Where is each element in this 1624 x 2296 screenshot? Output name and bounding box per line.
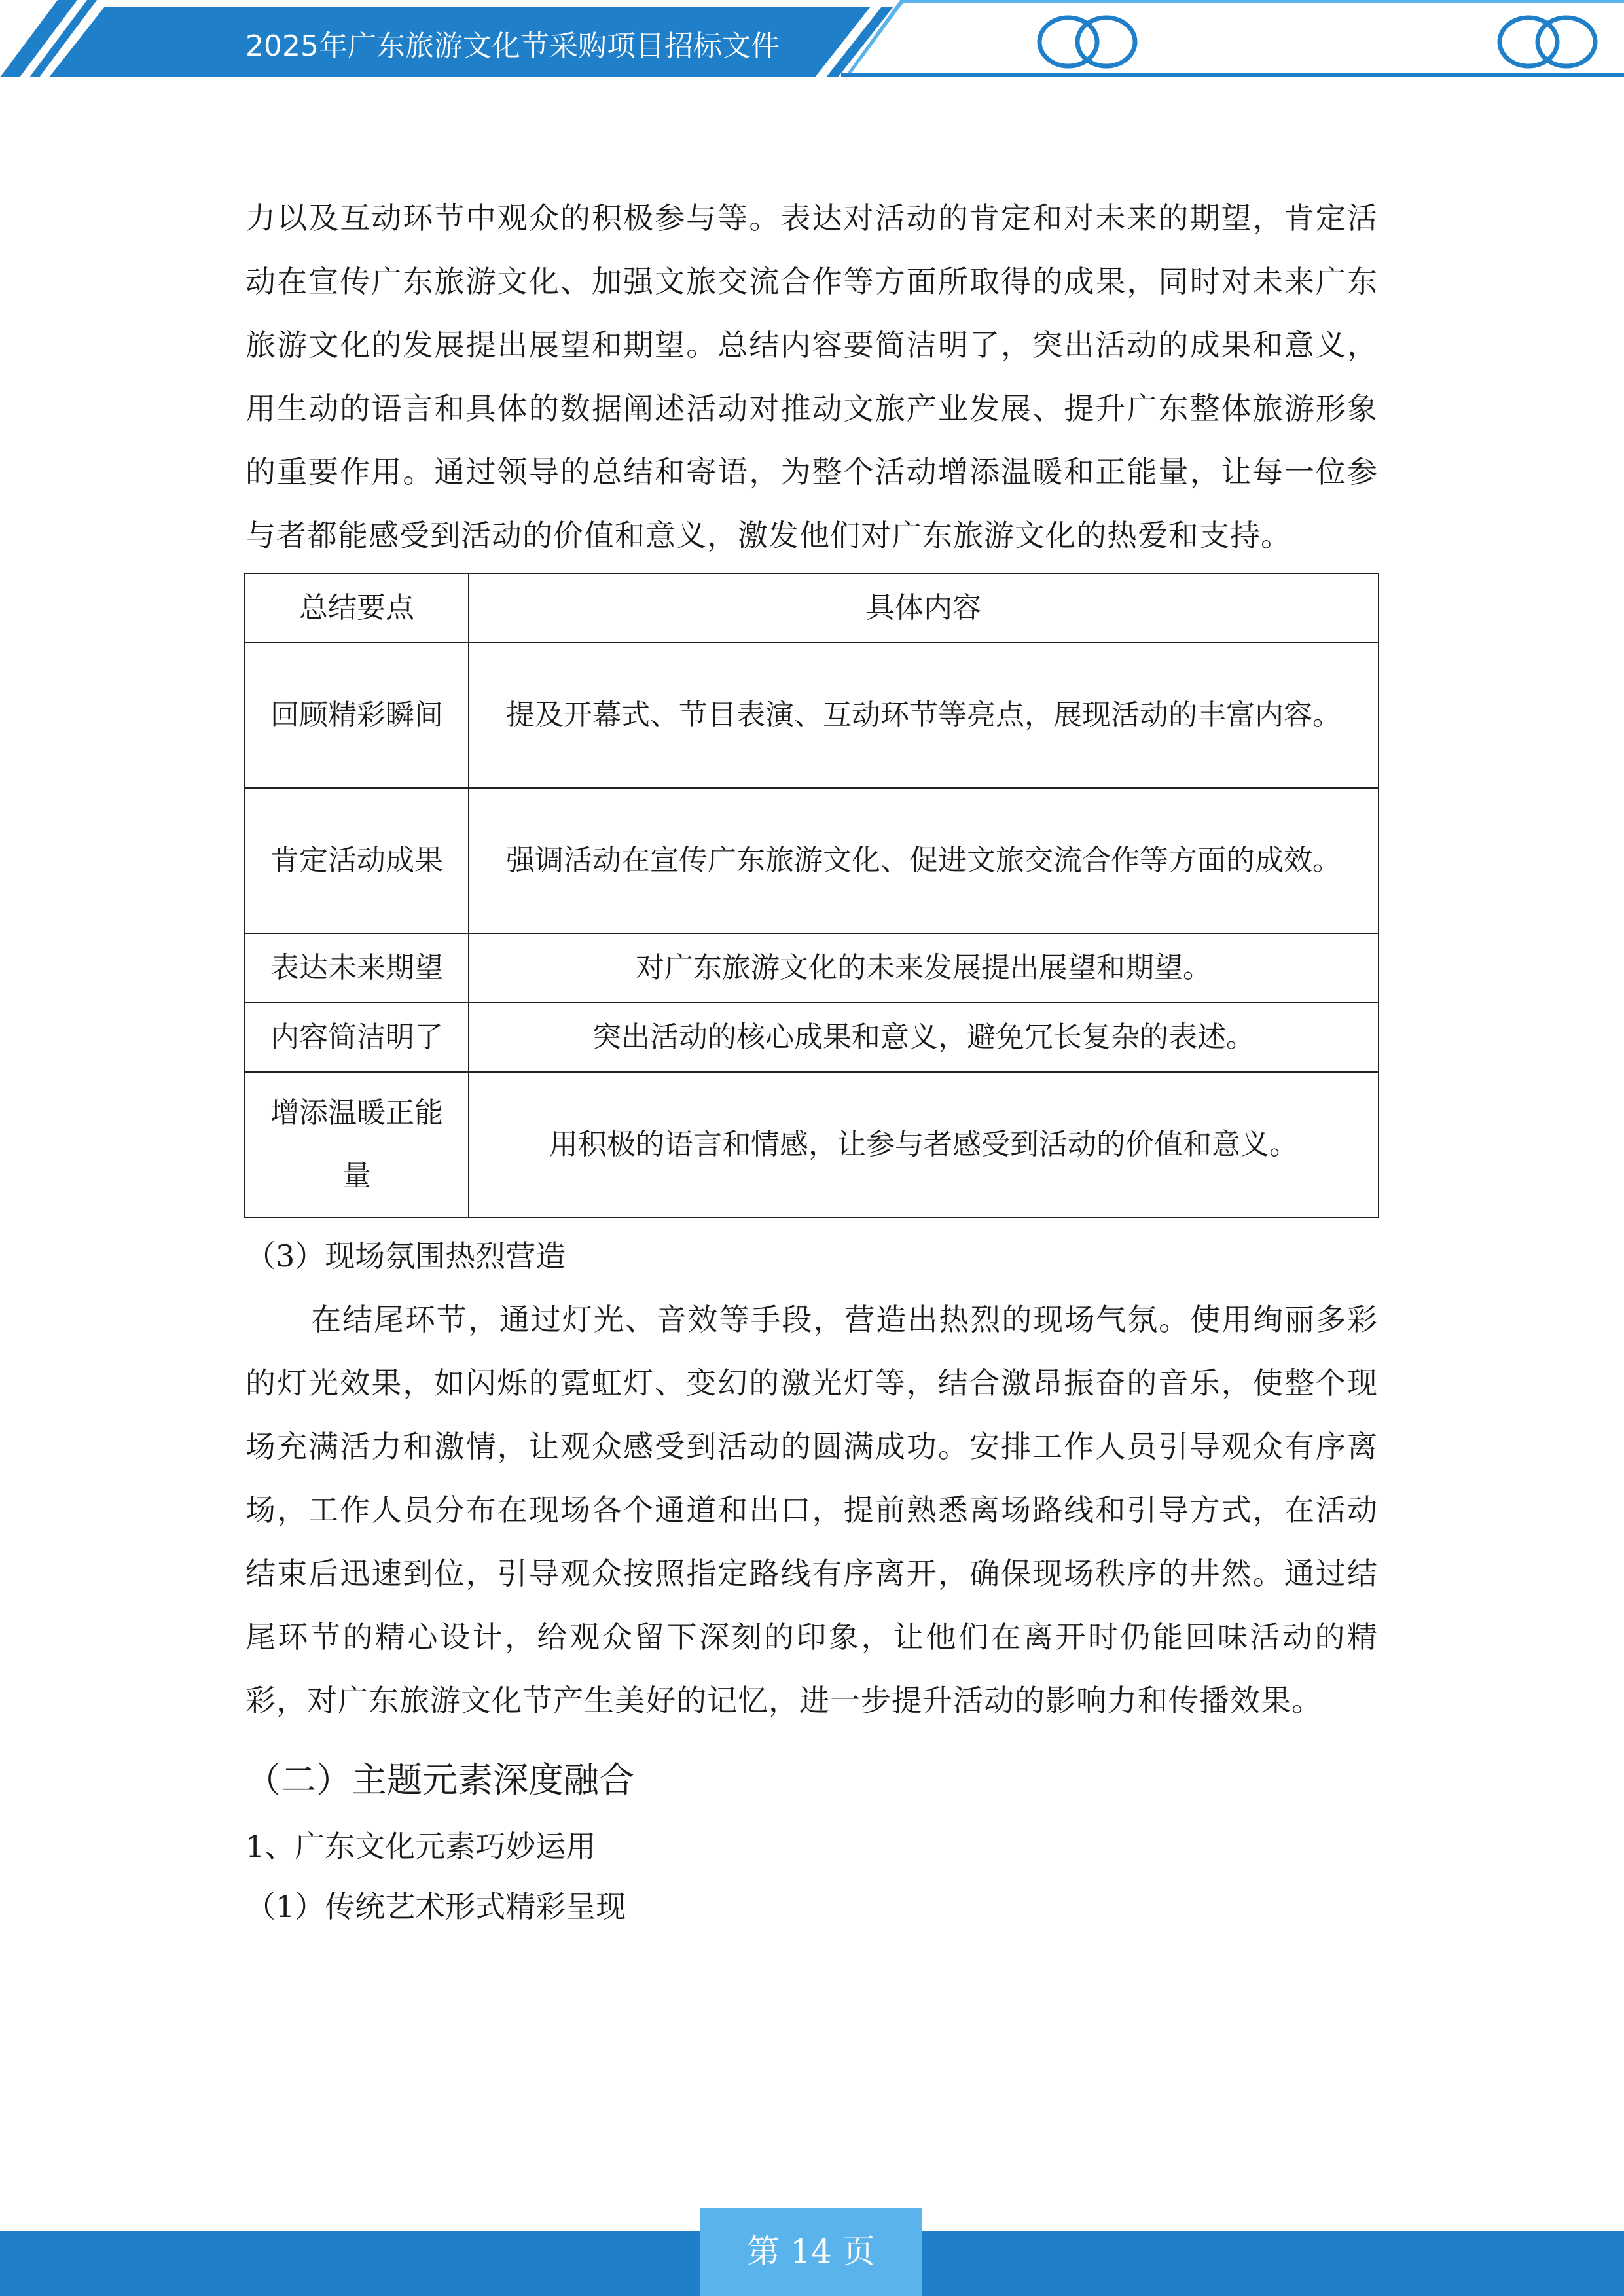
page-number: 第 14 页 [700, 2208, 922, 2296]
atmosphere-paragraph: 在结尾环节，通过灯光、音效等手段，营造出热烈的现场气氛。使用绚丽多彩的灯光效果，如闪烁的霓虹灯、变幻的激光灯等，结合激昂振奋的音乐，使整个现场充满活力和激情，让观众感受到活动的圆满成功。安排工作人员引导观众有序离场，工作人员分布在现场各个通道和出口，提前熟悉离场路线和引导方式，在活动结束后迅速到位，引导观众按照指定路线有序离开，确保现场秩序的井然。通过结尾环节的精心设计，给观众留下深刻的印象，让他们在离开时仍能回味活动的精彩，对广东旅游文化节产生美好的记忆，进一步提升活动的影响力和传播效果。 [245, 1302, 1378, 1718]
section-heading: （二）主题元素深度融合 [245, 1759, 634, 1801]
table-cell-point: 肯定活动成果 [245, 788, 469, 933]
header-light-band [844, 0, 1624, 77]
page-header [0, 0, 1624, 85]
item-heading: 1、广东文化元素巧妙运用 [245, 1829, 596, 1864]
intro-paragraph: 力以及互动环节中观众的积极参与等。表达对活动的肯定和对未来的期望，肯定活动在宣传广东旅游文化、加强文旅交流合作等方面所取得的成果，同时对未来广东旅游文化的发展提出展望和期望。总结内容要简洁明了，突出活动的成果和意义，用生动的语言和具体的数据阐述活动对推动文旅产业发展、提升广东整体旅游形象的重要作用。通过领导的总结和寄语，为整个活动增添温暖和正能量，让每一位参与者都能感受到活动的价值和意义，激发他们对广东旅游文化的热爱和支持。 [245, 200, 1378, 553]
table-cell-point: 内容简洁明了 [245, 1003, 469, 1072]
table-header-cell: 总结要点 [245, 573, 469, 643]
table-cell-point: 表达未来期望 [245, 933, 469, 1003]
table-cell-content: 强调活动在宣传广东旅游文化、促进文旅交流合作等方面的成效。 [469, 788, 1379, 933]
table-cell-content: 用积极的语言和情感，让参与者感受到活动的价值和意义。 [469, 1072, 1379, 1217]
header-rule [841, 73, 1624, 77]
table-cell-content: 对广东旅游文化的未来发展提出展望和期望。 [469, 933, 1379, 1003]
interlocking-rings-icon [1500, 18, 1595, 66]
table-cell-content: 提及开幕式、节目表演、互动环节等亮点，展现活动的丰富内容。 [469, 643, 1379, 788]
table-row [245, 933, 1379, 1003]
summary-table [244, 573, 1379, 1218]
page-content [245, 187, 1378, 1937]
interlocking-rings-icon [1039, 18, 1135, 66]
table-row [245, 1072, 1379, 1217]
document-title: 2025年广东旅游文化节采购项目招标文件 [245, 29, 780, 63]
table-header-row [245, 573, 1379, 643]
table-row [245, 1003, 1379, 1072]
table-cell-content: 突出活动的核心成果和意义，避免冗长复杂的表述。 [469, 1003, 1379, 1072]
table-row [245, 788, 1379, 933]
table-cell-point: 增添温暖正能量 [245, 1072, 469, 1217]
table-header-cell: 具体内容 [469, 573, 1379, 643]
sub-heading-traditional-arts: （1）传统艺术形式精彩呈现 [245, 1889, 626, 1924]
table-cell-point: 回顾精彩瞬间 [245, 643, 469, 788]
table-row [245, 643, 1379, 788]
header-decoration [0, 0, 1624, 85]
sub-heading-atmosphere: （3）现场氛围热烈营造 [245, 1238, 566, 1274]
